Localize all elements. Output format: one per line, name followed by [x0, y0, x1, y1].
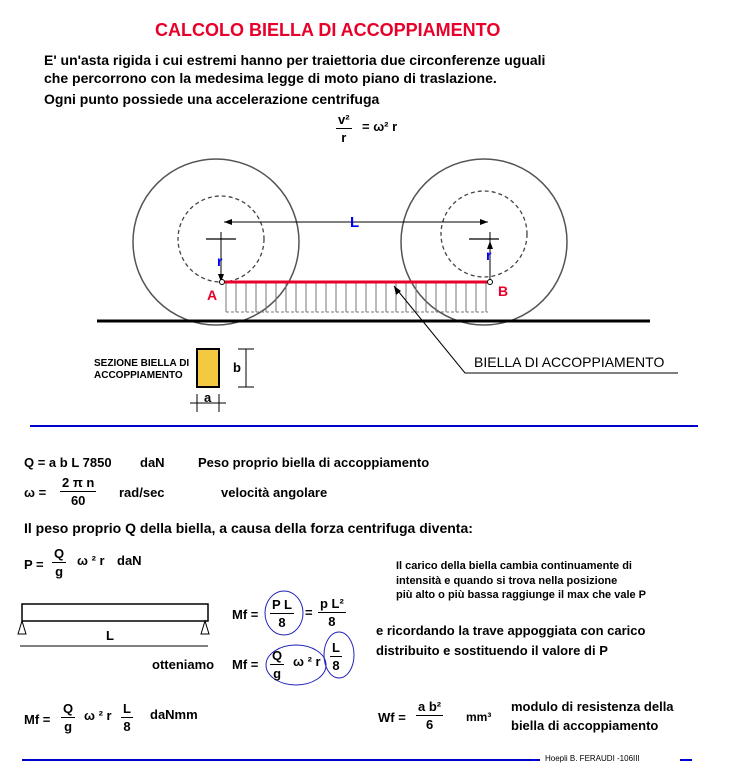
- moment2-prefix: otteniamo: [152, 657, 215, 672]
- centrifugal-rhs: = ω² r: [362, 119, 398, 134]
- distance-label: L: [350, 214, 360, 231]
- weight-description: Peso proprio biella di accoppiamento: [198, 455, 430, 470]
- fraction-numerator: Q: [54, 546, 65, 561]
- dimension-a: a: [204, 390, 212, 405]
- fraction-denominator: 8: [332, 658, 340, 673]
- modulus-description-1: modulo di resistenza della: [511, 699, 674, 714]
- note-line-3: più alto o più bassa raggiunge il max che vale P: [396, 589, 647, 601]
- moment1-lhs: Mf =: [232, 607, 259, 622]
- weight-unit: daN: [140, 455, 165, 470]
- fraction-denominator: 60: [70, 493, 86, 508]
- moment-final-lhs: Mf =: [24, 712, 51, 727]
- beam-length-label: L: [106, 628, 114, 643]
- modulus-description-2: biella di accoppiamento: [511, 718, 659, 733]
- fraction-numerator: L: [332, 640, 340, 655]
- omega-fraction: [60, 475, 96, 508]
- moment2-lhs: Mf =: [232, 657, 259, 672]
- beam: [22, 604, 208, 621]
- moment1-fraction-2: [318, 596, 346, 629]
- dimension-b: b: [233, 360, 241, 375]
- note-line-1: Il carico della biella cambia continuamente di: [396, 560, 632, 572]
- fraction-denominator: 8: [123, 719, 131, 734]
- weight-formula: Q = a b L 7850: [24, 455, 112, 470]
- fraction-denominator: r: [341, 130, 347, 145]
- right-crank-circle: [441, 191, 527, 277]
- centrifugal-statement: Il peso proprio Q della biella, a causa della forza centrifuga diventa:: [24, 520, 473, 536]
- remember-line-2: distribuito e sostituendo il valore di P: [376, 643, 608, 658]
- fraction-numerator: Q: [63, 701, 74, 716]
- modulus-lhs: Wf =: [378, 710, 406, 725]
- rod-callout: BIELLA DI ACCOPPIAMENTO: [474, 354, 665, 370]
- fraction-denominator: g: [55, 564, 64, 579]
- intro-line-2: che percorrono con la medesima legge di moto piano di traslazione.: [44, 70, 497, 86]
- fraction-numerator: L: [123, 701, 131, 716]
- point-b-label: B: [498, 283, 509, 299]
- moment1-equals: =: [305, 605, 313, 620]
- note-line-2: intensità e quando si trova nella posizione: [396, 575, 618, 587]
- intro-line-3: Ogni punto possiede una accelerazione centrifuga: [44, 91, 380, 107]
- force-lhs: P =: [24, 557, 44, 572]
- fraction-denominator: 8: [278, 615, 286, 630]
- force-unit: daN: [117, 553, 142, 568]
- moment2-fraction-1: [270, 648, 284, 681]
- modulus-fraction: [416, 699, 443, 732]
- radius-label-left: r: [217, 253, 223, 269]
- fraction-numerator: p L²: [320, 596, 344, 611]
- fraction-numerator: P L: [272, 597, 292, 612]
- fraction-denominator: 8: [328, 614, 336, 629]
- page-title: CALCOLO BIELLA DI ACCOPPIAMENTO: [155, 20, 501, 40]
- fraction-numerator: Q: [272, 648, 283, 663]
- omega-lhs: ω =: [24, 485, 47, 500]
- fraction-numerator: 2 π n: [62, 475, 95, 490]
- omega-unit: rad/sec: [119, 485, 165, 500]
- force-rhs: ω ² r: [77, 553, 105, 568]
- force-fraction: [52, 546, 66, 579]
- fraction-denominator: g: [273, 666, 282, 681]
- intro-line-1: E' un'asta rigida i cui estremi hanno per traiettoria due circonferenze uguali: [44, 52, 546, 68]
- fraction-numerator: a b²: [418, 699, 442, 714]
- moment-final-unit: daNmm: [150, 707, 198, 722]
- footer-credit: Hoepli B. FERAUDI -106III: [545, 754, 640, 763]
- omega-description: velocità angolare: [221, 485, 328, 500]
- distributed-load: [226, 283, 488, 312]
- fraction-denominator: 6: [425, 717, 434, 732]
- moment-final-fraction-2: [121, 701, 133, 734]
- moment-final-fraction-1: [61, 701, 75, 734]
- point-a-label: A: [207, 287, 218, 303]
- section-label-2: ACCOPPIAMENTO: [94, 370, 183, 381]
- moment2-mid: ω ² r: [293, 654, 321, 669]
- remember-line-1: e ricordando la trave appoggiata con carico: [376, 623, 646, 638]
- modulus-unit: mm³: [466, 710, 492, 724]
- moment2-fraction-2: [330, 640, 342, 673]
- moment1-fraction-1: [270, 597, 294, 630]
- radius-label-right: r: [486, 247, 492, 263]
- section-label-1: SEZIONE BIELLA DI: [94, 358, 190, 369]
- fraction-numerator: v²: [338, 112, 350, 127]
- section-rectangle: [197, 349, 219, 387]
- fraction-denominator: g: [64, 719, 73, 734]
- moment-final-mid: ω ² r: [84, 708, 112, 723]
